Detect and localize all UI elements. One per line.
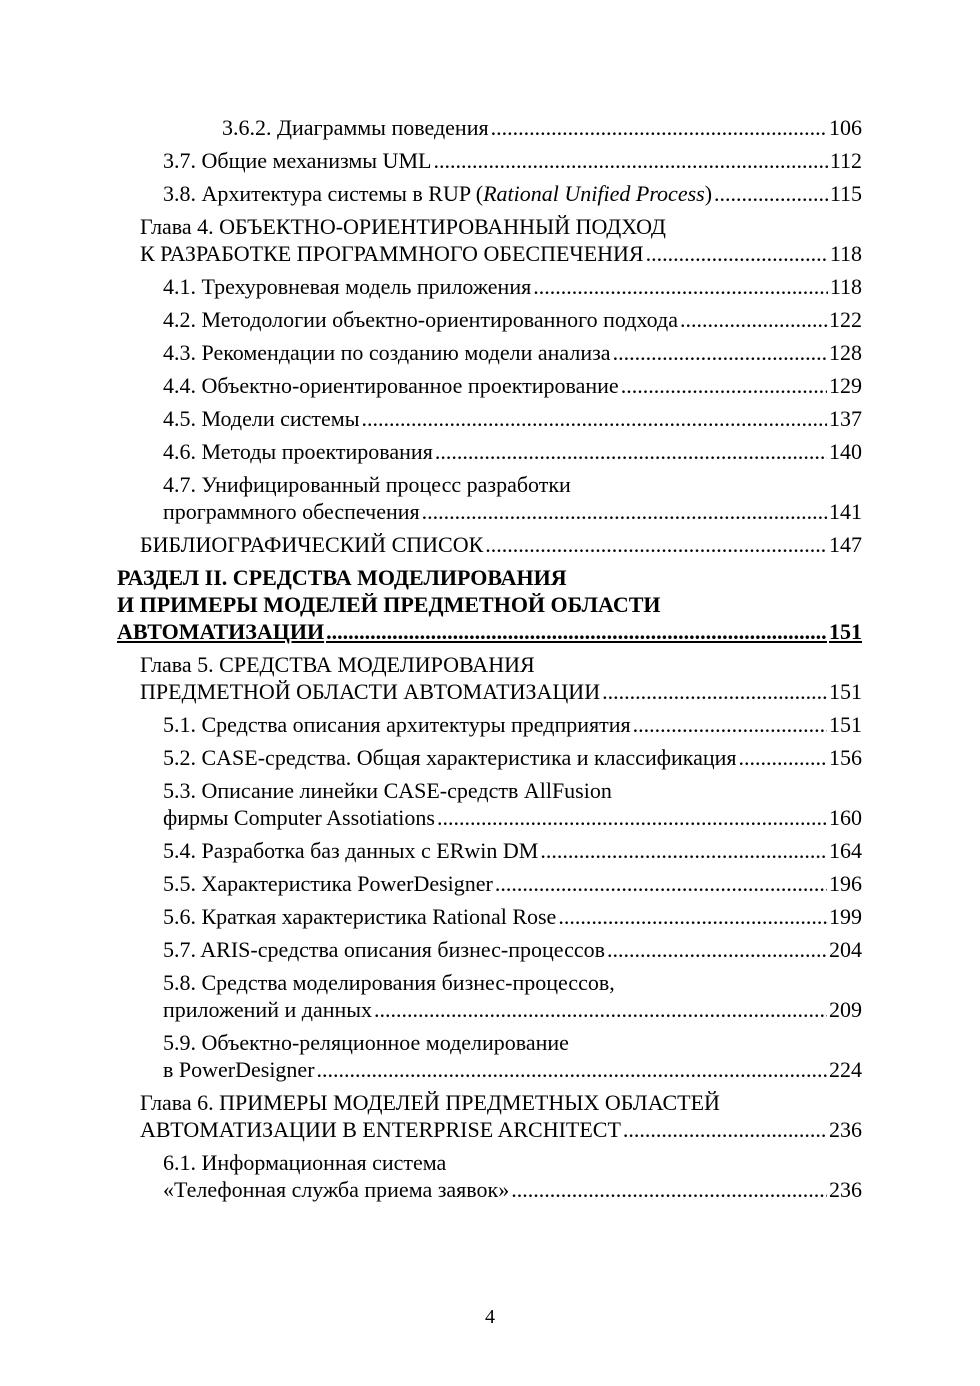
dot-leader	[433, 147, 827, 174]
dot-leader	[714, 180, 828, 207]
toc-entry-title	[163, 180, 712, 207]
toc-entry-title-text: ПРЕДМЕТНОЙ ОБЛАСТИ АВТОМАТИЗАЦИИ	[140, 679, 601, 704]
toc-entry-title	[163, 372, 619, 399]
toc-entry-title-text: фирмы Computer Assotiations	[163, 805, 435, 830]
dot-leader	[680, 306, 827, 333]
toc-entry-title-text: 4.5. Модели системы	[163, 406, 360, 431]
toc-entry-title-text: 5.2. CASE-средства. Общая характеристика и классификация	[163, 745, 737, 770]
toc-entry-page-number: 115	[829, 181, 862, 206]
toc-entry-title	[163, 273, 531, 300]
toc-entry-title-line: 4.7. Унифицированный процесс разработки	[163, 472, 571, 497]
toc-entry-title-line: 5.3. Описание линейки CASE-средств AllFusion	[163, 778, 612, 803]
dot-leader	[422, 498, 827, 525]
dot-leader	[633, 711, 827, 738]
toc-entry[interactable]	[0, 777, 862, 831]
dot-leader	[613, 339, 827, 366]
toc-entry-title-text: АВТОМАТИЗАЦИИ В ENTERPRISE ARCHITECT	[140, 1117, 621, 1142]
toc-entry-title	[163, 837, 538, 864]
toc-entry[interactable]	[0, 273, 862, 300]
toc-entry-title	[163, 498, 420, 525]
toc-entry-title	[163, 438, 433, 465]
toc-entry[interactable]	[0, 1029, 862, 1083]
dot-leader	[621, 372, 827, 399]
toc-entry-title	[163, 870, 493, 897]
toc-entry[interactable]	[0, 903, 862, 930]
toc-entry-title-line: Глава 5. СРЕДСТВА МОДЕЛИРОВАНИЯ	[140, 652, 535, 677]
toc-entry[interactable]	[0, 405, 862, 432]
toc-entry-title	[163, 996, 372, 1023]
dot-leader	[435, 438, 827, 465]
toc-entry-title-line: Глава 6. ПРИМЕРЫ МОДЕЛЕЙ ПРЕДМЕТНЫХ ОБЛАСТЕЙ	[140, 1090, 720, 1115]
toc-entry[interactable]	[0, 744, 862, 771]
toc-entry-title-line: Глава 4. ОБЪЕКТНО-ОРИЕНТИРОВАННЫЙ ПОДХОД	[140, 214, 666, 239]
toc-entry-title	[140, 531, 483, 558]
dot-leader	[558, 903, 827, 930]
toc-entry-title-text: приложений и данных	[163, 997, 373, 1022]
toc-entry-title-text: 5.7. ARIS-средства описания бизнес-процессов	[163, 937, 606, 962]
toc-entry-title	[163, 1176, 509, 1203]
toc-entry-title	[163, 936, 605, 963]
toc-entry[interactable]	[0, 969, 862, 1023]
table-of-contents	[0, 114, 980, 1209]
toc-entry-title-line: 5.9. Объектно-реляционное моделирование	[163, 1030, 569, 1055]
toc-entry-title-text: 5.6. Краткая характеристика Rational Rose	[163, 904, 557, 929]
toc-entry[interactable]	[0, 1149, 862, 1203]
page-number: 4	[485, 1306, 495, 1328]
toc-entry-page-number: 236	[829, 1117, 862, 1142]
toc-entry-title-text: БИБЛИОГРАФИЧЕСКИЙ СПИСОК	[140, 532, 484, 557]
toc-entry-title-text: 4.2. Методологии объектно-ориентированного подхода	[163, 307, 678, 332]
toc-entry-page-number: 141	[829, 499, 862, 524]
dot-leader	[623, 1116, 827, 1143]
toc-entry-title	[140, 678, 600, 705]
toc-entry-page-number: 129	[829, 373, 862, 398]
toc-entry-title-text: программного обеспечения	[163, 499, 420, 524]
toc-entry-title	[163, 306, 678, 333]
toc-entry-title-line: РАЗДЕЛ II. СРЕДСТВА МОДЕЛИРОВАНИЯ	[117, 565, 567, 590]
toc-entry-title	[140, 1116, 621, 1143]
toc-entry-title-text: 5.1. Средства описания архитектуры предприятия	[163, 712, 631, 737]
toc-entry-page-number: 151	[829, 679, 862, 704]
toc-entry-title-text: 3.7. Общие механизмы UML	[163, 148, 432, 173]
toc-entry-page-number: 147	[829, 532, 862, 557]
toc-entry-page-number: 137	[829, 406, 862, 431]
dot-leader	[602, 678, 827, 705]
toc-entry-title	[117, 618, 324, 645]
toc-entry-page-number: 164	[829, 838, 862, 863]
dot-leader	[317, 1056, 827, 1083]
toc-entry-title	[163, 405, 359, 432]
toc-entry-page-number: 122	[829, 307, 862, 332]
toc-entry[interactable]	[0, 306, 862, 333]
dot-leader	[485, 531, 827, 558]
toc-entry-title	[163, 744, 737, 771]
toc-entry-page-number: 160	[829, 805, 862, 830]
dot-leader	[739, 744, 827, 771]
dot-leader	[540, 837, 827, 864]
toc-entry-page-number: 151	[829, 712, 862, 737]
toc-entry-title	[163, 1056, 315, 1083]
toc-entry[interactable]	[0, 471, 862, 525]
toc-entry[interactable]	[0, 1089, 862, 1143]
toc-entry-page-number: 106	[829, 115, 862, 140]
toc-entry-title-italic: Rational Unified Process	[483, 181, 705, 206]
toc-entry-title-text: в PowerDesigner	[163, 1057, 315, 1082]
toc-entry-page-number: 224	[829, 1057, 862, 1082]
toc-entry-title-text: 4.3. Рекомендации по созданию модели анализа	[163, 340, 611, 365]
toc-entry-page-number: 156	[829, 745, 862, 770]
toc-entry-title-text: К РАЗРАБОТКЕ ПРОГРАММНОГО ОБЕСПЕЧЕНИЯ	[140, 241, 644, 266]
toc-entry[interactable]	[0, 531, 862, 558]
toc-part-entry[interactable]	[0, 564, 862, 645]
dot-leader	[374, 996, 827, 1023]
toc-entry[interactable]	[0, 114, 862, 141]
toc-entry-title	[140, 240, 644, 267]
dot-leader	[646, 240, 828, 267]
toc-entry-title-text: АВТОМАТИЗАЦИИ	[117, 619, 325, 644]
toc-entry[interactable]	[0, 837, 862, 864]
toc-entry-title-suffix: )	[704, 181, 713, 206]
toc-entry-page-number: 151	[829, 619, 862, 644]
toc-entry-title	[163, 804, 435, 831]
toc-entry-title	[163, 147, 431, 174]
toc-entry-title-text: 4.4. Объектно-ориентированное проектирование	[163, 373, 619, 398]
toc-entry-title	[163, 711, 631, 738]
toc-entry-title-text: 5.5. Характеристика PowerDesigner	[163, 871, 493, 896]
dot-leader	[491, 114, 827, 141]
dot-leader	[533, 273, 828, 300]
toc-entry-page-number: 236	[829, 1177, 862, 1202]
toc-entry-title-text: 3.8. Архитектура системы в RUP (	[163, 181, 484, 206]
toc-entry[interactable]	[0, 870, 862, 897]
toc-entry[interactable]	[0, 372, 862, 399]
toc-entry[interactable]	[0, 438, 862, 465]
toc-entry[interactable]	[0, 651, 862, 705]
toc-entry-title-line: И ПРИМЕРЫ МОДЕЛЕЙ ПРЕДМЕТНОЙ ОБЛАСТИ	[117, 592, 661, 617]
toc-entry-title	[163, 339, 611, 366]
toc-entry[interactable]	[0, 339, 862, 366]
dot-leader	[607, 936, 827, 963]
toc-entry-title-text: «Телефонная служба приема заявок»	[163, 1177, 510, 1202]
toc-entry[interactable]	[0, 936, 862, 963]
toc-entry-page-number: 118	[829, 274, 862, 299]
toc-entry-page-number: 204	[829, 937, 862, 962]
toc-entry[interactable]	[0, 711, 862, 738]
toc-entry-page-number: 209	[829, 997, 862, 1022]
toc-entry-title-text: 3.6.2. Диаграммы поведения	[222, 115, 489, 140]
toc-entry[interactable]	[0, 180, 862, 207]
toc-entry[interactable]	[0, 213, 862, 267]
toc-entry-title-text: 4.1. Трехуровневая модель приложения	[163, 274, 532, 299]
toc-entry-page-number: 118	[829, 241, 862, 266]
toc-entry-title-text: 5.4. Разработка баз данных с ERwin DM	[163, 838, 539, 863]
toc-entry-title-line: 5.8. Средства моделирования бизнес-процессов,	[163, 970, 615, 995]
dot-leader	[361, 405, 827, 432]
toc-entry-title-text: 4.6. Методы проектирования	[163, 439, 433, 464]
dot-leader	[437, 804, 827, 831]
toc-entry-page-number: 140	[829, 439, 862, 464]
toc-entry-page-number: 196	[829, 871, 862, 896]
dot-leader	[511, 1176, 827, 1203]
toc-entry-title	[222, 114, 489, 141]
toc-entry-title-line: 6.1. Информационная система	[163, 1150, 447, 1175]
toc-entry-page-number: 128	[829, 340, 862, 365]
toc-entry[interactable]	[0, 147, 862, 174]
dot-leader	[326, 618, 827, 645]
dot-leader	[495, 870, 827, 897]
toc-entry-title	[163, 903, 556, 930]
toc-entry-page-number: 199	[829, 904, 862, 929]
toc-entry-page-number: 112	[829, 148, 862, 173]
